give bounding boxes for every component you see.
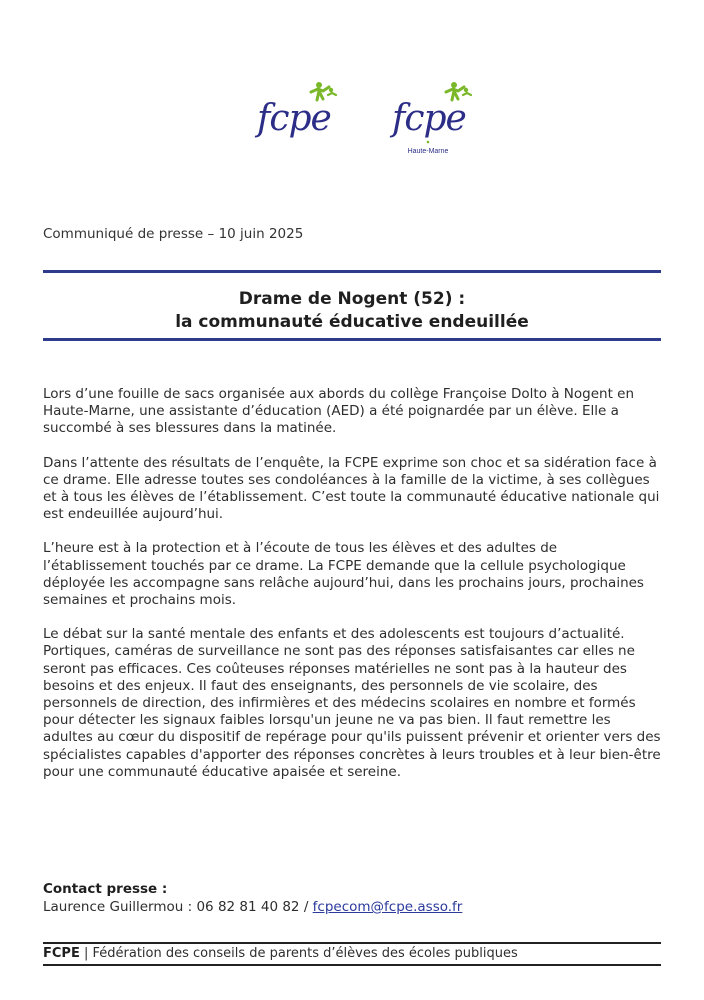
logo-wordmark: fcpe bbox=[257, 98, 331, 139]
footer-separator: | bbox=[79, 946, 93, 961]
logo-wordmark: fcpe bbox=[392, 98, 466, 139]
paragraph: Le débat sur la santé mentale des enfants et des adolescents est toujours d’actualité. Portiques, caméras de surveillance ne sont pas des réponses satisfaisantes car elles ne seront pas efficaces. Ces coûteuses réponses matérielles ne sont pas à la hauteur des besoins et des enjeux. Il faut des enseignants, des personnels de vie scolaire, des personnels de direction, des infirmières et des médecins scolaires en nombre et formés pour détecter les signaux faibles lorsqu'un jeune ne va pas bien. Il faut remettre les adultes au cœur du dispositif de repérage pour qu'ils puissent prévenir et orienter vers des spécialistes capables d'apporter des réponses concrètes à leurs troubles et à leur bien-être pour une communauté éducative apaisée et sereine. bbox=[43, 626, 661, 780]
title-line-2: la communauté éducative endeuillée bbox=[175, 312, 529, 332]
contact-title: Contact presse : bbox=[43, 881, 168, 897]
contact-name-phone: Laurence Guillermou : 06 82 81 40 82 / bbox=[43, 899, 313, 915]
title-rule-bottom bbox=[43, 338, 661, 341]
dot-icon bbox=[427, 141, 430, 144]
contact-details bbox=[43, 898, 462, 916]
paragraph: Dans l’attente des résultats de l’enquête, la FCPE exprime son choc et sa sidération face à ce drame. Elle adresse toutes ses condoléances à la famille de la victime, à ses collègues et à tous les élèves de l’établissement. C’est toute la communauté éducative nationale qui est endeuillée aujourd’hui. bbox=[43, 454, 660, 523]
footer-org-short: FCPE bbox=[43, 946, 80, 961]
paragraph: Lors d’une fouille de sacs organisée aux abords du collège Françoise Dolto à Nogent en Haute-Marne, une assistante d’éducation (AED) a été poignardée par un élève. Elle a succombé à ses blessures dans la matinée. bbox=[43, 386, 635, 437]
contact-email-link[interactable]: fcpecom@fcpe.asso.fr bbox=[312, 899, 463, 915]
press-contact bbox=[43, 880, 462, 916]
footer-rule-bottom bbox=[43, 964, 661, 966]
footer-org-full: Fédération des conseils de parents d’élèves des écoles publiques bbox=[92, 946, 518, 961]
press-release-body bbox=[43, 386, 663, 798]
fcpe-haute-marne-logo bbox=[390, 78, 480, 158]
footer-rule-top bbox=[43, 942, 661, 944]
fcpe-logo bbox=[255, 78, 345, 158]
logo-subtitle: Haute-Marne bbox=[407, 148, 449, 155]
title-line-1: Drame de Nogent (52) : bbox=[238, 289, 466, 309]
press-release-date: Communiqué de presse – 10 juin 2025 bbox=[43, 226, 304, 242]
page-title bbox=[43, 288, 661, 334]
footer bbox=[43, 946, 518, 961]
title-rule-top bbox=[43, 270, 661, 273]
paragraph: L’heure est à la protection et à l’écoute de tous les élèves et des adultes de l’établissement touchés par ce drame. La FCPE demande que la cellule psychologique déployée les accompagne sans relâche aujourd’hui, dans les prochains jours, prochaines semaines et prochains mois. bbox=[43, 540, 644, 609]
